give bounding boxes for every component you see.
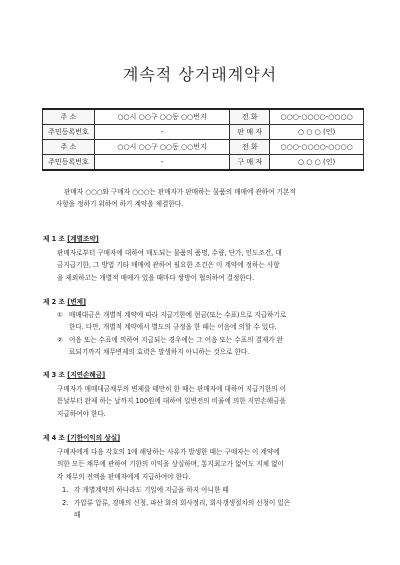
- table-row: [43, 155, 364, 171]
- item-line: 어음 또는 수표에 의하여 지급되는 경우에는 그 어음 또는 수표의 결제가 완: [69, 336, 284, 344]
- article-line: 을 제외하고는 개별적 매매가 있을 때마다 쌍방이 협의하여 결정한다.: [57, 273, 255, 282]
- item-marker: 2.: [62, 499, 69, 507]
- article-1-body: [57, 247, 357, 284]
- seller-id-number: -: [94, 125, 230, 140]
- article-line: 구매자가 매매대금채무의 변제를 태만히 한 때는 판매자에 대하여 지급기한의 이: [57, 385, 287, 393]
- label-id-number: 주민등록번호: [43, 125, 95, 140]
- article-3-name: [지연손해금]: [67, 371, 106, 379]
- label-buyer: 구 매 자: [230, 155, 270, 171]
- article-2-name: [변제]: [67, 298, 86, 306]
- article-1-name: [계별조약]: [67, 235, 99, 243]
- item-line: 매매대금은 개별적 계약에 따라 지급기한에 현금(또는 수표)으로 지급하기로: [69, 311, 287, 319]
- item-line: 한다. 다만, 개별적 계약에서 별도의 규정을 한 때는 어음에 의할 수 있다.: [69, 323, 277, 332]
- article-4-name: [기한이익의 상실]: [67, 434, 121, 442]
- buyer-signature: ○ ○ ○ (인): [270, 155, 364, 171]
- table-row: [43, 109, 364, 125]
- article-line: 구매자에게 다음 각호의 1에 해당하는 사유가 발생한 때는 구매자는 이 계약에: [57, 448, 280, 456]
- article-1-heading: [43, 233, 99, 243]
- item-line: 가압류 압류, 경매의 신청, 파산 화의 회사정리, 회사갱생절차의 신청이 있은: [74, 499, 291, 507]
- item-line: 때: [74, 511, 81, 520]
- label-address: 주 소: [43, 109, 95, 125]
- table-row: [43, 140, 364, 155]
- article-4-item-2: [62, 497, 357, 522]
- article-3-number: 제 3 조: [43, 371, 65, 379]
- item-marker: ②: [57, 336, 63, 344]
- article-line: 판매자로부터 구매자에 대하여 매도되는 물품의 품명, 수량, 단가, 인도조건, 대: [57, 249, 282, 257]
- label-seller: 판 매 자: [230, 125, 270, 140]
- seller-address: ○○시 ○○구 ○○동 ○○번지: [94, 109, 230, 125]
- label-id-number: 주민등록번호: [43, 155, 95, 171]
- article-2-heading: [43, 296, 86, 306]
- intro-line: 사항을 정하기 위하여 하기 계약을 체결한다.: [56, 200, 184, 208]
- article-2-item-1: [57, 309, 357, 334]
- article-line: 의한 모든 채무에 관하여 기한의 이익을 상실하며, 통지최고가 없어도 지체 없이: [57, 460, 284, 469]
- parties-table: [42, 108, 364, 171]
- label-phone: 전 화: [230, 140, 270, 155]
- article-line: 지급하여야 한다.: [57, 409, 106, 418]
- intro-line: 판매자 ○○○와 구매자 ○○○는 판매자가 판매하는 물품의 매매에 관하여 기본적: [64, 188, 296, 196]
- article-1-number: 제 1 조: [43, 235, 65, 243]
- article-4-heading: [43, 432, 120, 442]
- article-4-item-1: [62, 484, 357, 496]
- article-line: 금지급기한, 그 방법 기타 매매에 관하여 필요한 조건은 이 계약에 정하는 사항: [57, 261, 280, 270]
- article-4-body: [57, 446, 357, 483]
- article-3-heading: [43, 369, 105, 379]
- item-line: 료되기까지 채무변제의 효력은 발생하지 아니하는 것으로 한다.: [69, 348, 250, 357]
- table-row: [43, 125, 364, 140]
- article-2-item-2: [57, 334, 357, 359]
- article-3-body: [57, 383, 357, 420]
- seller-signature: ○ ○ ○ (인): [270, 125, 364, 140]
- intro-paragraph: [56, 186, 356, 210]
- buyer-phone: ○○○-○○○○-○○○○: [270, 140, 364, 155]
- buyer-address: ○○시 ○○구 ○○동 ○○번지: [94, 140, 230, 155]
- label-phone: 전 화: [230, 109, 270, 125]
- item-marker: ①: [57, 311, 63, 319]
- article-line: 각 채무의 전액을 판매자에게 지급하여야 한다.: [57, 472, 191, 481]
- seller-phone: ○○○-○○○○-○○○○: [270, 109, 364, 125]
- label-address: 주 소: [43, 140, 95, 155]
- document-title: 계속적 상거래계약서: [122, 65, 278, 84]
- article-line: 튿날부터 완제 하는 날까지 100원에 대하여 일변전의 비율에 의한 지연손해금을: [57, 397, 286, 406]
- item-line: 각 개별계약의 하나라도 기일에 지급을 하지 아니한 때: [74, 486, 229, 494]
- item-marker: 1.: [62, 486, 69, 494]
- buyer-id-number: -: [94, 155, 230, 171]
- article-4-number: 제 4 조: [43, 434, 65, 442]
- article-2-number: 제 2 조: [43, 298, 65, 306]
